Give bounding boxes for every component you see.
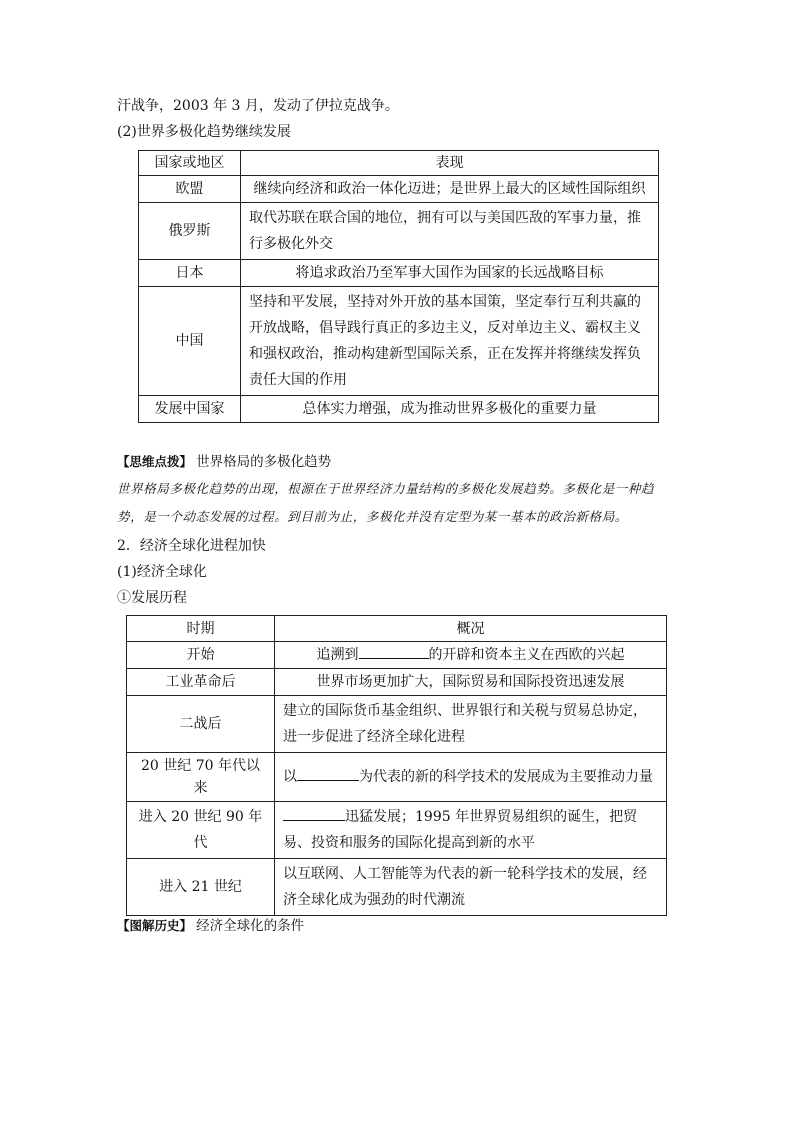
globalization-table xyxy=(126,615,667,916)
table-row xyxy=(139,176,659,203)
sub-heading-development-history: ①发展历程 xyxy=(117,590,187,606)
intro-line: 汗战争，2003 年 3 月，发动了伊拉克战争。 xyxy=(117,98,399,114)
overview-cell xyxy=(275,802,667,859)
table-row xyxy=(139,203,659,260)
fill-in-blank[interactable] xyxy=(359,644,429,659)
overview-prefix: 以 xyxy=(283,769,297,785)
table-row xyxy=(127,802,667,859)
multipolar-table xyxy=(138,150,659,423)
table-header-overview: 概况 xyxy=(275,616,667,642)
overview-suffix: 的开辟和资本主义在西欧的兴起 xyxy=(428,647,625,663)
table-header-performance: 表现 xyxy=(241,151,659,176)
thinking-tip-title: 世界格局的多极化趋势 xyxy=(196,454,332,470)
illustrated-history-heading xyxy=(117,917,304,936)
region-cell: 中国 xyxy=(139,287,241,396)
illustrated-history-tag: 【图解历史】 xyxy=(117,918,193,933)
desc-cell: 坚持和平发展，坚持对外开放的基本国策，坚定奉行互利共赢的开放战略，倡导践行真正的多边主义，反对单边主义、霸权主义和强权政治，推动构建新型国际关系，正在发挥并将继续发挥负责任大国的作用 xyxy=(241,287,659,396)
period-cell: 20 世纪 70 年代以来 xyxy=(127,753,275,802)
table-row xyxy=(139,396,659,423)
table-row xyxy=(127,642,667,669)
section-heading-globalization: 2．经济全球化进程加快 xyxy=(117,538,266,554)
desc-cell: 总体实力增强，成为推动世界多极化的重要力量 xyxy=(241,396,659,423)
table-row xyxy=(127,696,667,753)
desc-cell: 将追求政治乃至军事大国作为国家的长远战略目标 xyxy=(241,260,659,287)
illustrated-history-title: 经济全球化的条件 xyxy=(196,918,305,934)
table-row xyxy=(139,287,659,396)
region-cell: 日本 xyxy=(139,260,241,287)
thinking-tip-text: 世界格局多极化趋势的出现，根源在于世界经济力量结构的多极化发展趋势。多极化是一种趋势，是一个动态发展的过程。到目前为止，多极化并没有定型为某一基本的政治新格局。 xyxy=(117,481,655,524)
period-cell: 开始 xyxy=(127,642,275,669)
table-header-period: 时期 xyxy=(127,616,275,642)
period-cell: 工业革命后 xyxy=(127,669,275,696)
table-row xyxy=(127,859,667,916)
period-cell: 进入 20 世纪 90 年代 xyxy=(127,802,275,859)
overview-cell xyxy=(275,642,667,669)
fill-in-blank[interactable] xyxy=(283,806,345,821)
period-cell: 二战后 xyxy=(127,696,275,753)
overview-cell: 世界市场更加扩大，国际贸易和国际投资迅速发展 xyxy=(275,669,667,696)
thinking-tip-tag: 【思维点拨】 xyxy=(117,454,193,469)
period-cell: 进入 21 世纪 xyxy=(127,859,275,916)
table-header-region: 国家或地区 xyxy=(139,151,241,176)
fill-in-blank[interactable] xyxy=(297,766,359,781)
desc-cell: 继续向经济和政治一体化迈进；是世界上最大的区域性国际组织 xyxy=(241,176,659,203)
desc-cell: 取代苏联在联合国的地位，拥有可以与美国匹敌的军事力量，推行多极化外交 xyxy=(241,203,659,260)
overview-suffix: 迅猛发展；1995 年世界贸易组织的诞生，把贸易、投资和服务的国际化提高到新的水平 xyxy=(283,809,638,851)
region-cell: 欧盟 xyxy=(139,176,241,203)
sub-heading-multipolar: (2)世界多极化趋势继续发展 xyxy=(117,124,291,140)
overview-prefix: 追溯到 xyxy=(316,647,359,663)
table-row xyxy=(127,753,667,802)
table-row xyxy=(139,260,659,287)
region-cell: 发展中国家 xyxy=(139,396,241,423)
region-cell: 俄罗斯 xyxy=(139,203,241,260)
overview-cell: 建立的国际货币基金组织、世界银行和关税与贸易总协定，进一步促进了经济全球化进程 xyxy=(275,696,667,753)
table-row xyxy=(127,669,667,696)
thinking-tip-heading xyxy=(117,453,331,472)
overview-cell: 以互联网、人工智能等为代表的新一轮科学技术的发展，经济全球化成为强劲的时代潮流 xyxy=(275,859,667,916)
overview-suffix: 为代表的新的科学技术的发展成为主要推动力量 xyxy=(359,769,653,785)
overview-cell xyxy=(275,753,667,802)
sub-heading-economic-globalization: (1)经济全球化 xyxy=(117,564,207,580)
